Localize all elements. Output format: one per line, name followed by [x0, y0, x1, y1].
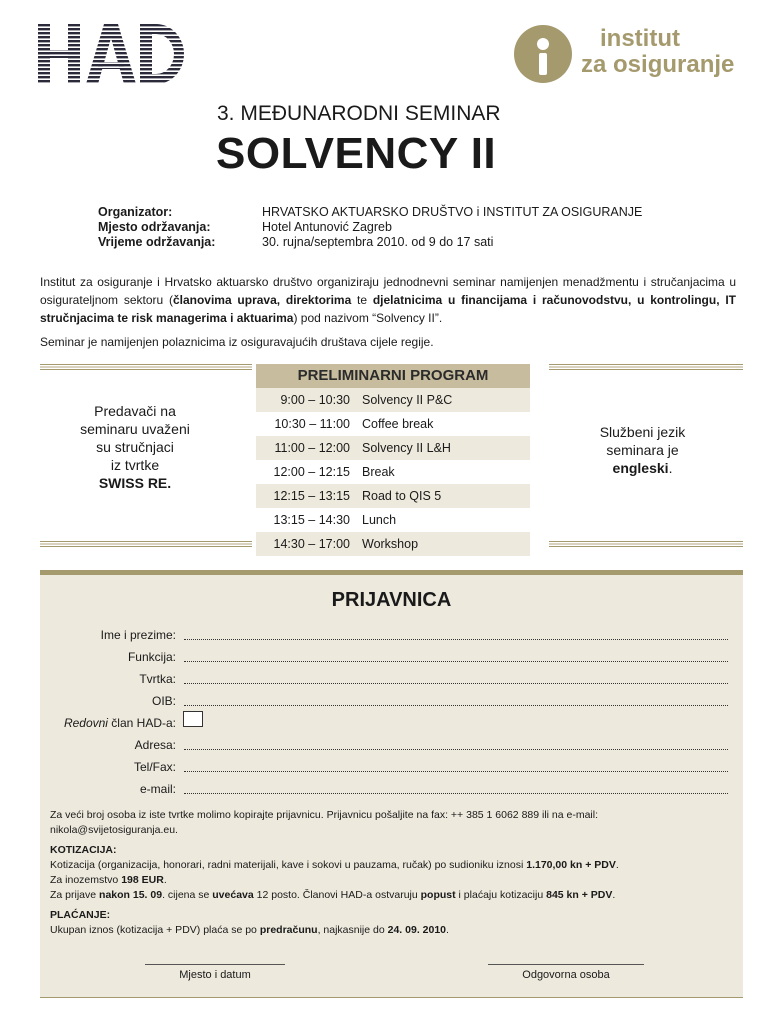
program-row: [256, 436, 530, 460]
had-logo: [38, 24, 184, 84]
address-label: Adresa:: [134, 738, 176, 752]
institute-logo-subtext: za osiguranje: [581, 51, 735, 78]
company-field[interactable]: [184, 682, 728, 684]
name-field[interactable]: [184, 638, 728, 640]
email-label: e-mail:: [139, 782, 176, 796]
organizer-value: HRVATSKO AKTUARSKO DRUŠTVO i INSTITUT ZA OSIGURANJE: [262, 205, 643, 219]
program-time: 12:15 – 13:15: [273, 489, 350, 503]
program-item: Coffee break: [362, 417, 434, 431]
intro-paragraph: Institut za osiguranje i Hrvatsko aktuarsko društvo organiziraju jednodnevni seminar namijenjen menadžmentu i stručanjacima u osigurateljnom sektoru (članovima uprava, direktorima te djelatnicima u financijama i računovodstvu, u kontrolingu, IT stručnjacima te risk managerima i aktuarima) pod nazivom “Solvency II”.: [40, 275, 736, 325]
time-value: 30. rujna/septembra 2010. od 9 do 17 sati: [262, 235, 494, 249]
address-field[interactable]: [184, 748, 728, 750]
form-title: PRIJAVNICA: [331, 589, 452, 611]
email-field[interactable]: [184, 792, 728, 794]
phone-fax-field[interactable]: [184, 770, 728, 772]
program-item: Road to QIS 5: [362, 489, 442, 503]
function-field[interactable]: [184, 660, 728, 662]
program-time: 14:30 – 17:00: [273, 537, 350, 551]
venue-value: Hotel Antunović Zagreb: [262, 220, 392, 234]
target-audience-text: Seminar je namijenjen polaznicima iz osiguravajućih društava cijele regije.: [40, 335, 434, 349]
phone-fax-label: Tel/Fax:: [133, 760, 176, 774]
member-checkbox[interactable]: [183, 711, 203, 727]
place-date-line[interactable]: [145, 964, 285, 966]
venue-label: Mjesto održavanja:: [98, 220, 211, 234]
program-time: 12:00 – 12:15: [273, 465, 350, 479]
program-row: [256, 532, 530, 556]
program-table: [256, 388, 530, 556]
program-row: [256, 484, 530, 508]
program-item: Break: [362, 465, 395, 479]
function-label: Funkcija:: [127, 650, 176, 664]
program-item: Workshop: [362, 537, 419, 551]
program-item: Solvency II L&H: [362, 441, 451, 455]
name-label: Ime i prezime:: [100, 628, 176, 642]
program-item: Lunch: [362, 513, 397, 527]
signature-line[interactable]: [488, 964, 644, 966]
institute-logo-i-bar: [539, 53, 547, 75]
member-label: Redovni član HAD-a:: [63, 716, 176, 730]
oib-field[interactable]: [184, 704, 728, 706]
program-time: 10:30 – 11:00: [274, 417, 350, 431]
signature-label: Odgovorna osoba: [522, 969, 610, 981]
company-label: Tvrtka:: [139, 672, 176, 686]
copy-note: Za veći broj osoba iz iste tvrtke molimo kopirajte prijavnicu. Prijavnicu pošaljite na fax: ++ 385 1 6062 889 ili na e-mail: nikola@svijetosiguranja.eu.: [50, 809, 599, 836]
page-title: SOLVENCY II: [216, 129, 497, 178]
fee-section: KOTIZACIJA: Kotizacija (organizacija, honorari, radni materijali, kave i sokovi u pauzama, ručak) po sudioniku iznosi 1.170,00 kn + PDV. Za inozemstvo 198 EUR. Za prijave nakon 15. 09. cijena se uvećava 12 posto. Članovi HAD-a ostvaruju popust i plaćaju kotizaciju 845 kn + PDV.: [50, 844, 619, 901]
institute-logo-i-dot: [537, 38, 549, 50]
lecturers-note: Predavači na seminaru uvaženi su stručnjaci iz tvrtke SWISS RE.: [80, 403, 190, 491]
organizer-label: Organizator:: [98, 205, 173, 219]
program-row: [256, 508, 530, 532]
program-row: [256, 460, 530, 484]
program-time: 9:00 – 10:30: [280, 393, 350, 407]
seminar-subtitle: 3. MEĐUNARODNI SEMINAR: [217, 102, 501, 125]
program-title: PRELIMINARNI PROGRAM: [256, 364, 530, 388]
place-date-label: Mjesto i datum: [179, 969, 251, 981]
oib-label: OIB:: [151, 694, 176, 708]
program-time: 11:00 – 12:00: [274, 441, 350, 455]
divider: [549, 364, 743, 370]
institute-logo-text: institut: [600, 25, 680, 52]
time-label: Vrijeme održavanja:: [98, 235, 216, 249]
divider: [549, 541, 743, 547]
language-note: Službeni jezik seminara je engleski.: [599, 424, 686, 476]
program-row: [256, 388, 530, 412]
payment-section: PLAĆANJE: Ukupan iznos (kotizacija + PDV) plaća se po predračunu, najkasnije do 24. 09. 2010.: [50, 909, 449, 936]
program-time: 13:15 – 14:30: [273, 513, 350, 527]
program-item: Solvency II P&C: [362, 393, 453, 407]
divider: [40, 364, 252, 370]
divider: [40, 541, 252, 547]
program-row: [256, 412, 530, 436]
